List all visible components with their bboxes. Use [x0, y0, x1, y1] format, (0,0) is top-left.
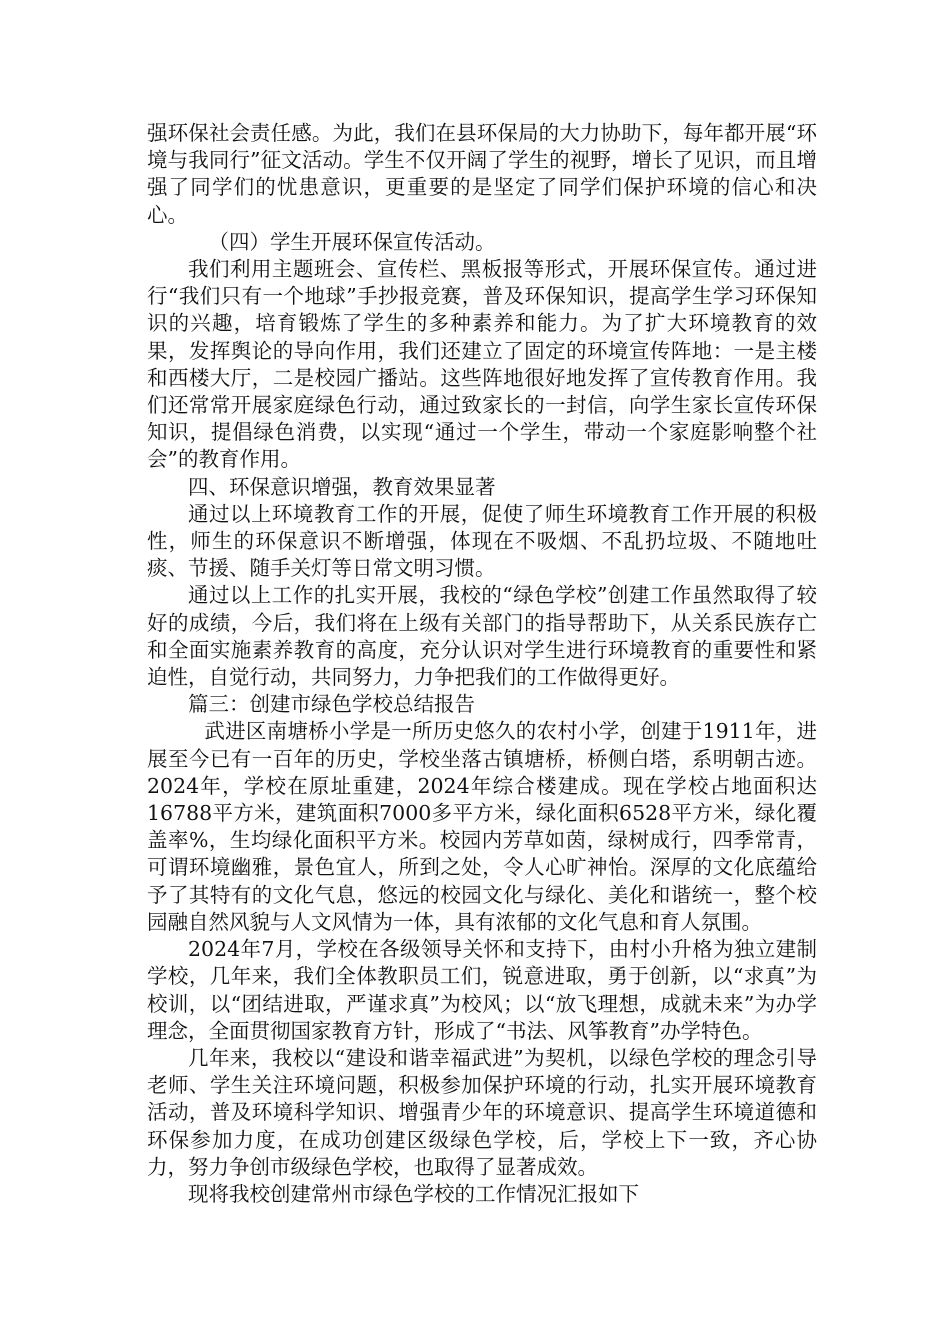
section-heading: 四、环保意识增强，教育效果显著	[188, 474, 496, 499]
chapter-title: 篇三：创建市绿色学校总结报告	[188, 692, 475, 717]
document-body	[147, 120, 817, 1208]
paragraph: 几年来，我校以“建设和谐幸福武进”为契机，以绿色学校的理念引导老师、学生关注环境问题，积极参加保护环境的行动，扎实开展环境教育活动，普及环境科学知识、增强青少年的环境意识、提高学生环境道德和环保参加力度，在成功创建区级绿色学校，后，学校上下一致，齐心协力，努力争创市级绿色学校，也取得了显著成效。	[147, 1045, 817, 1179]
section-heading: （四）学生开展环保宣传活动。	[208, 229, 496, 254]
paragraph: 我们利用主题班会、宣传栏、黑板报等形式，开展环保宣传。通过进行“我们只有一个地球”手抄报竞赛，普及环保知识，提高学生学习环保知识的兴趣，培育锻炼了学生的多种素养和能力。为了扩大环境教育的效果，发挥舆论的导向作用，我们还建立了固定的环境宣传阵地：一是主楼和西楼大厅，二是校园广播站。这些阵地很好地发挥了宣传教育作用。我们还常常开展家庭绿色行动，通过致家长的一封信，向学生家长宣传环保知识，提倡绿色消费，以实现“通过一个学生，带动一个家庭影响整个社会”的教育作用。	[147, 257, 817, 472]
paragraph: 通过以上工作的扎实开展，我校的“绿色学校”创建工作虽然取得了较好的成绩，今后，我们将在上级有关部门的指导帮助下，从关系民族存亡和全面实施素养教育的高度，充分认识对学生进行环境教育的重要性和紧迫性，自觉行动，共同努力，力争把我们的工作做得更好。	[147, 583, 817, 690]
paragraph: 2024年7月，学校在各级领导关怀和支持下，由村小升格为独立建制学校，几年来，我们全体教职员工们，锐意进取，勇于创新，以“求真”为校训，以“团结进取，严谨求真”为校风；以“放飞理想，成就未来”为办学理念，全面贯彻国家教育方针，形成了“书法、风筝教育”办学特色。	[147, 937, 817, 1043]
paragraph: 强环保社会责任感。为此，我们在县环保局的大力协助下，每年都开展“环境与我同行”征文活动。学生不仅开阔了学生的视野，增长了见识，而且增强了同学们的忧患意识，更重要的是坚定了同学们保护环境的信心和决心。	[147, 121, 817, 227]
paragraph: 现将我校创建常州市绿色学校的工作情况汇报如下	[188, 1181, 639, 1206]
paragraph: 通过以上环境教育工作的开展，促使了师生环境教育工作开展的积极性，师生的环保意识不断增强，体现在不吸烟、不乱扔垃圾、不随地吐痰、节援、随手关灯等日常文明习惯。	[147, 501, 817, 581]
paragraph: 武进区南塘桥小学是一所历史悠久的农村小学，创建于1911年，进展至今已有一百年的历史，学校坐落古镇塘桥，桥侧白塔，系明朝古迹。2024年，学校在原址重建，2024年综合楼建成。现在学校占地面积达16788平方米，建筑面积7000多平方米，绿化面积6528平方米，绿化覆盖率%，生均绿化面积平方米。校园内芳草如茵，绿树成行，四季常青，可谓环境幽雅，景色宜人，所到之处，令人心旷神怡。深厚的文化底蕴给予了其特有的文化气息，悠远的校园文化与绿化、美化和谐统一，整个校园融自然风貌与人文风情为一体，具有浓郁的文化气息和育人氛围。	[147, 719, 817, 934]
